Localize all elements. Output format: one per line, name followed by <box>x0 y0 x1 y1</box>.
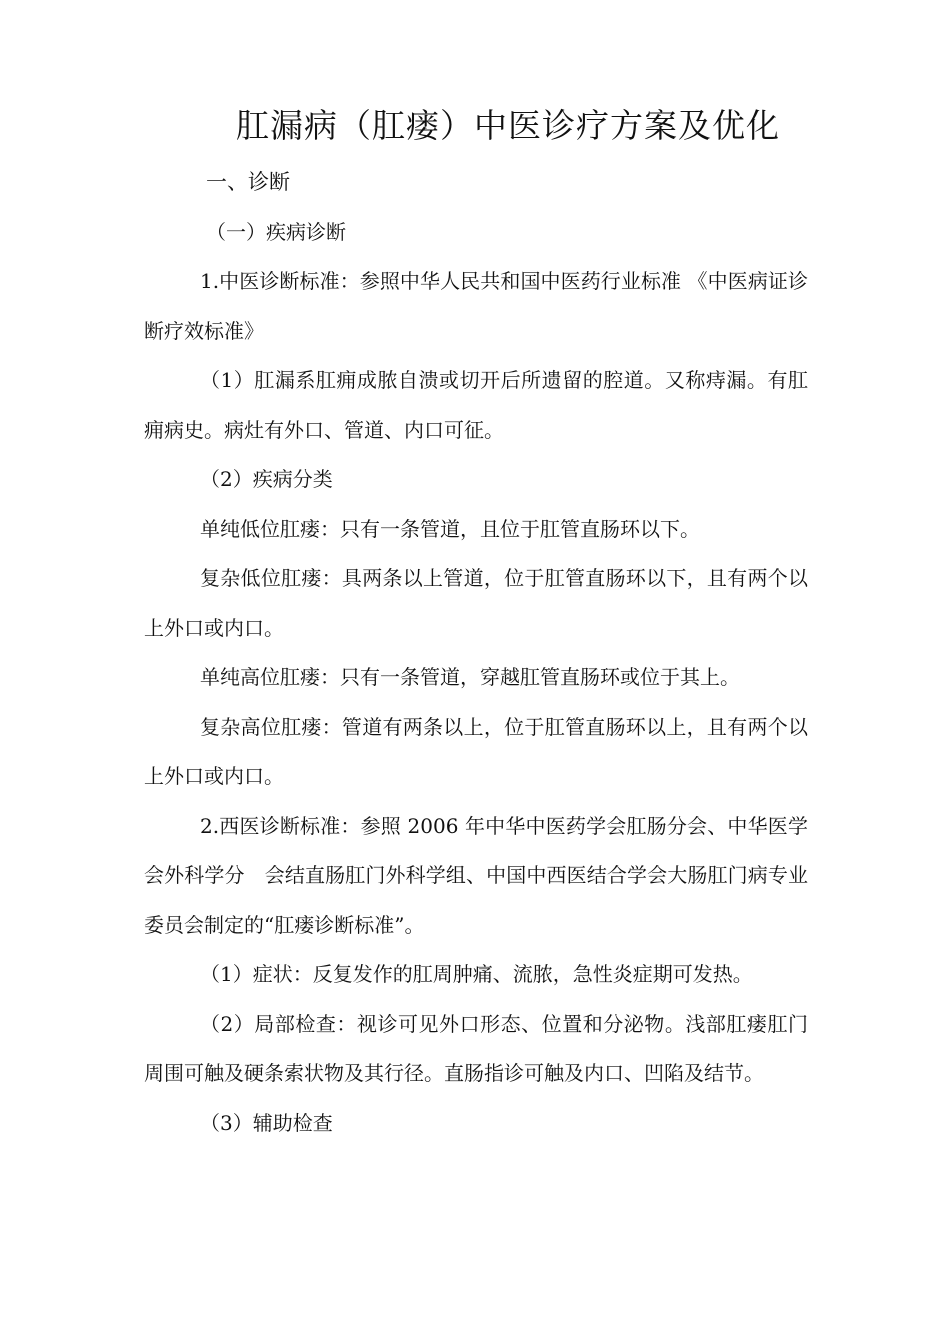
paragraph-western-criteria: 2.西医诊断标准：参照 2006 年中华中医药学会肛肠分会、中华医学会外科学分 会结直肠肛门外科学组、中国中西医结合学会大肠肛门病专业委员会制定的“肛瘘诊断标准”。 <box>144 813 808 937</box>
paragraph-complex-high: 复杂高位肛瘘：管道有两条以上，位于肛管直肠环以上，且有两个以上外口或内口。 <box>144 714 808 788</box>
section-heading-diagnosis: 一、诊断 <box>206 170 290 194</box>
paragraph-tcm-criteria: 1.中医诊断标准：参照中华人民共和国中医药行业标准 《中医病证诊断疗效标准》 <box>144 269 808 343</box>
paragraph-complex-low: 复杂低位肛瘘：具两条以上管道，位于肛管直肠环以下，且有两个以上外口或内口。 <box>144 566 808 640</box>
document-title: 肛漏病（肛瘘）中医诊疗方案及优化 <box>236 106 780 145</box>
subsection-heading-disease-diagnosis: （一）疾病诊断 <box>206 219 346 244</box>
paragraph-local-exam: （2）局部检查：视诊可见外口形态、位置和分泌物。浅部肛瘘肛门周围可触及硬条索状物及其行径。直肠指诊可触及内口、凹陷及结节。 <box>144 1011 808 1085</box>
paragraph-auxiliary-exam: （3）辅助检查 <box>200 1110 333 1135</box>
paragraph-symptoms: （1）症状：反复发作的肛周肿痛、流脓，急性炎症期可发热。 <box>200 962 753 986</box>
paragraph-definition: （1）肛漏系肛痈成脓自溃或切开后所遗留的腔道。又称痔漏。有肛痈病史。病灶有外口、管道、内口可征。 <box>144 368 808 442</box>
paragraph-simple-high: 单纯高位肛瘘：只有一条管道，穿越肛管直肠环或位于其上。 <box>200 665 740 689</box>
document-body <box>144 158 808 1148</box>
paragraph-simple-low: 单纯低位肛瘘：只有一条管道，且位于肛管直肠环以下。 <box>200 516 700 541</box>
paragraph-classification-heading: （2）疾病分类 <box>200 467 333 491</box>
